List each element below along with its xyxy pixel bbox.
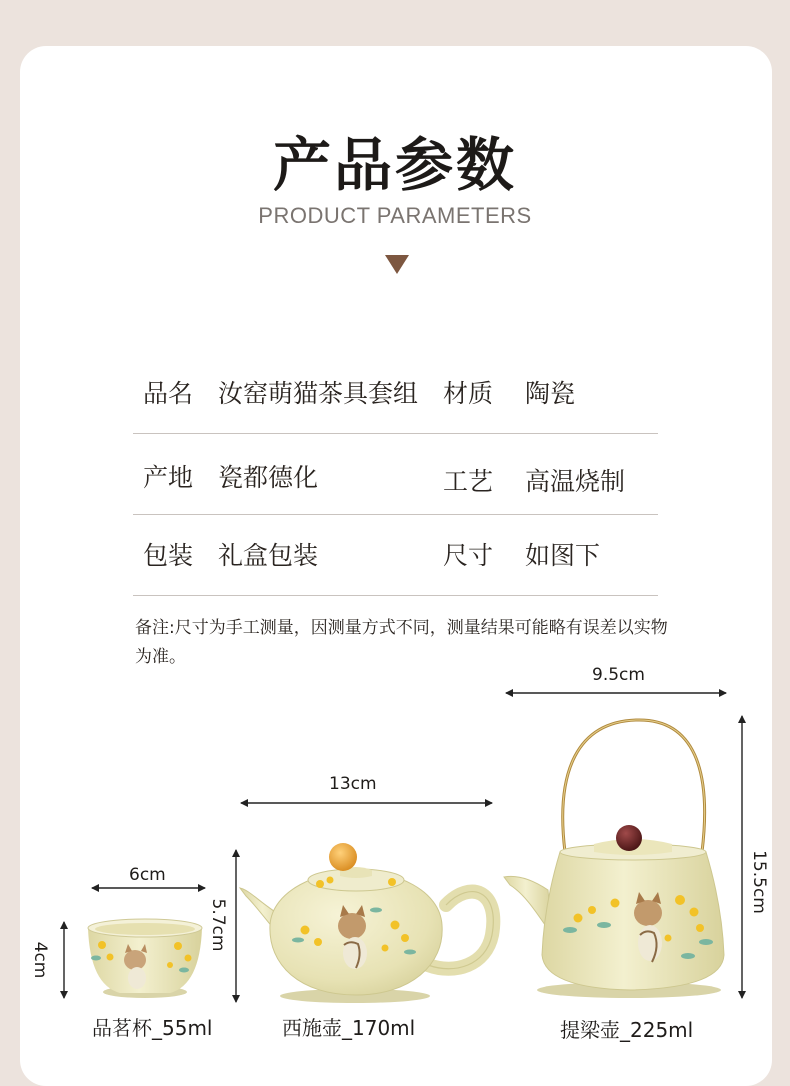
cup-width-label: 6cm [129,865,166,885]
cup-image [88,919,202,998]
xishi-pot-height-label: 5.7cm [208,898,228,952]
page-subtitle: PRODUCT PARAMETERS [258,203,532,228]
xishi-pot-caption: 西施壶_170ml [282,1016,416,1040]
cup-caption: 品茗杯_55ml [92,1016,213,1040]
handle-pot-caption: 提梁壶_225ml [560,1018,694,1042]
xishi-pot-image [240,843,493,1003]
param-key-craft: 工艺 [443,467,494,496]
page-title: 产品参数 [272,131,517,199]
param-key-name: 品名 [143,379,194,408]
measurement-note: 备注:尺寸为手工测量，因测量方式不同，测量结果可能略有误差以实物为准。 [135,618,668,667]
param-key-packaging: 包装 [143,541,194,570]
param-value-packaging: 礼盒包装 [218,541,319,570]
param-value-material: 陶瓷 [525,379,576,408]
handle-pot-width-label: 9.5cm [592,665,645,685]
param-value-size: 如图下 [525,541,601,570]
param-value-origin: 瓷都德化 [218,463,319,492]
param-key-material: 材质 [443,379,494,408]
handle-pot-height-label: 15.5cm [749,850,769,914]
xishi-pot-width-label: 13cm [329,774,377,794]
param-key-origin: 产地 [143,463,194,492]
cup-height-label: 4cm [30,941,50,979]
param-value-name: 汝窑萌猫茶具套组 [218,379,419,408]
param-key-size: 尺寸 [443,541,494,570]
handle-pot-image [504,720,724,998]
param-value-craft: 高温烧制 [525,467,626,496]
